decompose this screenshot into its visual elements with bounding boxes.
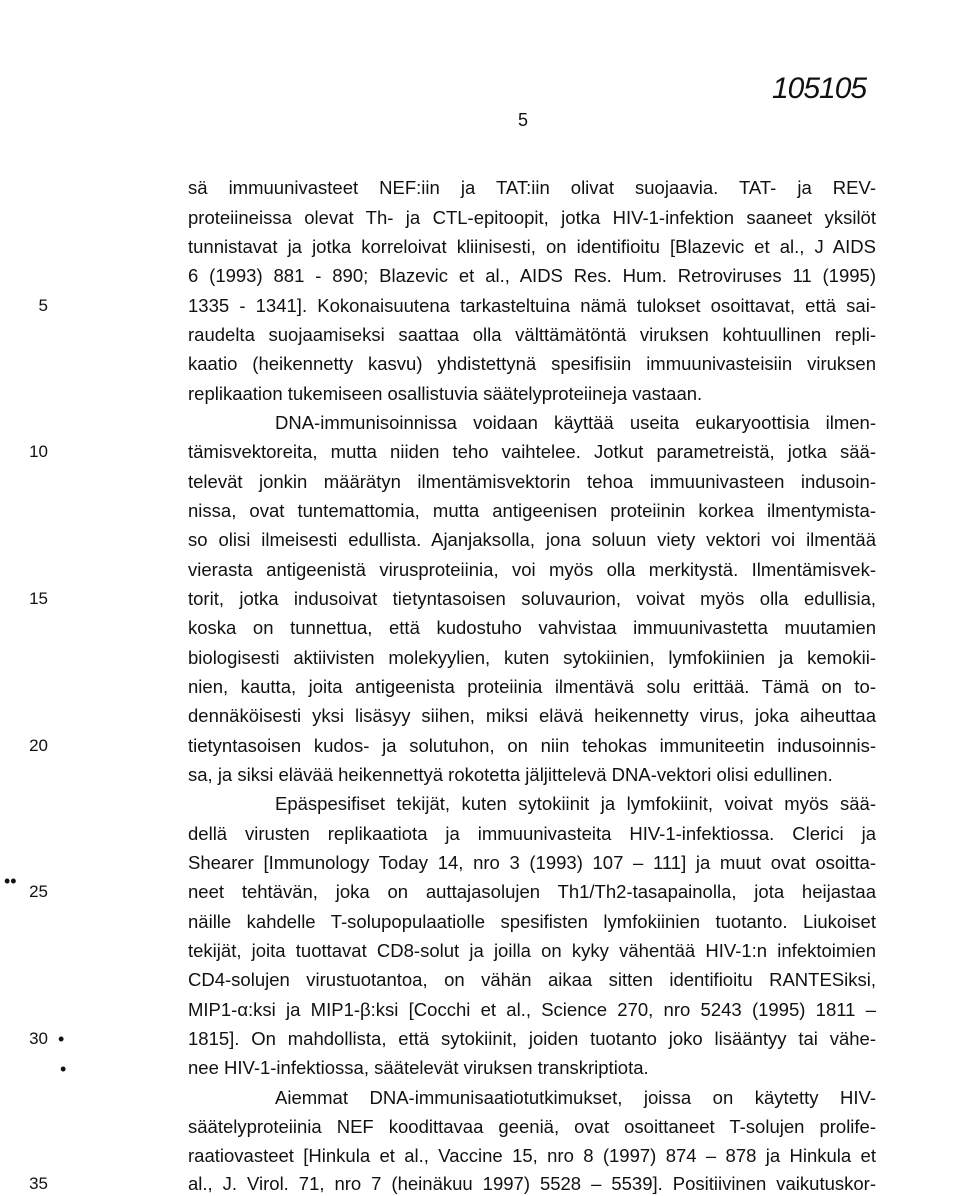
text-line-10: tämisvektoreita, mutta niiden teho vaihtelee. Jotkut parametreistä, jotka sää- xyxy=(188,441,876,462)
text-line-34: raatiovasteet [Hinkula et al., Vaccine 15, nro 8 (1997) 874 – 878 ja Hinkula et xyxy=(188,1145,876,1166)
line-number-5: 5 xyxy=(38,296,48,315)
text-line-20: tietyntasoisen kudos- ja solutuhon, on niin tehokas immuniteetin indusoinnis- xyxy=(188,735,876,756)
text-line-28: CD4-solujen virustuotantoa, on vähän aikaa sitten identifioitu RANTESiksi, xyxy=(188,969,876,990)
margin-dots-mark: •• xyxy=(4,871,17,891)
text-line-11: televät jonkin määrätyn ilmentämisvektorin tehoa immuunivasteen indusoin- xyxy=(188,471,876,492)
page-number: 5 xyxy=(518,110,529,130)
text-line-21: sa, ja siksi elävää heikennettyä rokotetta jäljittelevä DNA-vektori olisi edullinen. xyxy=(188,764,833,785)
line-number-10: 10 xyxy=(29,442,48,461)
text-line-14: vierasta antigeenistä virusproteiinia, voi myös olla merkitystä. Ilmentämisvek- xyxy=(188,559,876,580)
text-line-12: nissa, ovat tuntemattomia, mutta antigeenisen proteiinin korkea ilmentymista- xyxy=(188,500,876,521)
text-line-24: Shearer [Immunology Today 14, nro 3 (1993) 107 – 111] ja muut ovat osoitta- xyxy=(188,852,876,873)
text-line-7: kaatio (heikennetty kasvu) yhdistettynä spesifisiin immuunivasteisiin viruksen xyxy=(188,353,876,374)
line-number-30: 30 xyxy=(29,1029,48,1048)
text-line-25: neet tehtävän, joka on auttajasolujen Th1/Th2-tasapainolla, jota heijastaa xyxy=(188,881,876,902)
text-line-30: 1815]. On mahdollista, että sytokiinit, joiden tuotanto joko lisääntyy tai vähe- xyxy=(188,1028,876,1049)
text-line-15: torit, jotka indusoivat tietyntasoisen soluvaurion, voivat myös olla edullisia, xyxy=(188,588,876,609)
margin-dot-mark: • xyxy=(60,1059,67,1079)
text-line-6: raudelta suojaamiseksi saattaa olla välttämätöntä viruksen kohtuullinen repli- xyxy=(188,324,876,345)
text-line-33: säätelyproteiinia NEF koodittavaa geeniä, ovat osoittaneet T-solujen prolife- xyxy=(188,1116,876,1137)
text-line-29: MIP1-α:ksi ja MIP1-β:ksi [Cocchi et al., Science 270, nro 5243 (1995) 1811 – xyxy=(188,999,876,1020)
line-number-15: 15 xyxy=(29,589,48,608)
text-line-27: tekijät, joita tuottavat CD8-solut ja joilla on kyky vähentää HIV-1:n infektoimien xyxy=(188,940,876,961)
line-number-35: 35 xyxy=(29,1174,48,1193)
text-line-16: koska on tunnettua, että kudostuho vahvistaa immuunivastetta muutamien xyxy=(188,617,876,638)
text-line-5: 1335 - 1341]. Kokonaisuutena tarkasteltuina nämä tulokset osoittavat, että sai- xyxy=(188,295,876,316)
text-line-8: replikaation tukemiseen osallistuvia säätelyproteiineja vastaan. xyxy=(188,383,703,404)
text-line-19: dennäköisesti yksi lisäsyy siihen, miksi elävä heikennetty virus, joka aiheuttaa xyxy=(188,705,876,726)
text-line-1: sä immuunivasteet NEF:iin ja TAT:iin olivat suojaavia. TAT- ja REV- xyxy=(188,177,876,198)
text-line-22: Epäspesifiset tekijät, kuten sytokiinit ja lymfokiinit, voivat myös sää- xyxy=(275,793,876,814)
document-number: 105105 xyxy=(772,72,867,105)
text-line-32: Aiemmat DNA-immunisaatiotutkimukset, joissa on käytetty HIV- xyxy=(275,1087,876,1108)
line-number-20: 20 xyxy=(29,736,48,755)
text-line-23: dellä virusten replikaatiota ja immuunivasteita HIV-1-infektiossa. Clerici ja xyxy=(188,823,876,844)
text-line-31: nee HIV-1-infektiossa, säätelevät viruksen transkriptiota. xyxy=(188,1057,649,1078)
text-line-26: näille kahdelle T-solupopulaatiolle spesifisten lymfokiinien tuotanto. Liukoiset xyxy=(188,911,876,932)
text-line-3: tunnistavat ja jotka korreloivat kliinisesti, on identifioitu [Blazevic et al., J AIDS xyxy=(188,236,876,257)
margin-dot-mark: • xyxy=(58,1029,65,1049)
text-line-18: nien, kautta, joita antigeenista proteiinia ilmentävä solu erittää. Tämä on to- xyxy=(188,676,876,697)
text-line-17: biologisesti aktiivisten molekyylien, kuten sytokiinien, lymfokiinien ja kemokii- xyxy=(188,647,876,668)
text-line-4: 6 (1993) 881 - 890; Blazevic et al., AIDS Res. Hum. Retroviruses 11 (1995) xyxy=(188,265,876,286)
text-line-35: al., J. Virol. 71, nro 7 (heinäkuu 1997) 5528 – 5539]. Positiivinen vaikutuskor- xyxy=(188,1173,876,1194)
line-number-25: 25 xyxy=(29,882,48,901)
text-line-9: DNA-immunisoinnissa voidaan käyttää useita eukaryoottisia ilmen- xyxy=(275,412,876,433)
text-line-2: proteiineissa olevat Th- ja CTL-epitoopit, jotka HIV-1-infektion saaneet yksilöt xyxy=(188,207,876,228)
text-line-13: so olisi ilmeisesti edullista. Ajanjaksolla, jona soluun viety vektori voi ilmentää xyxy=(188,529,876,550)
